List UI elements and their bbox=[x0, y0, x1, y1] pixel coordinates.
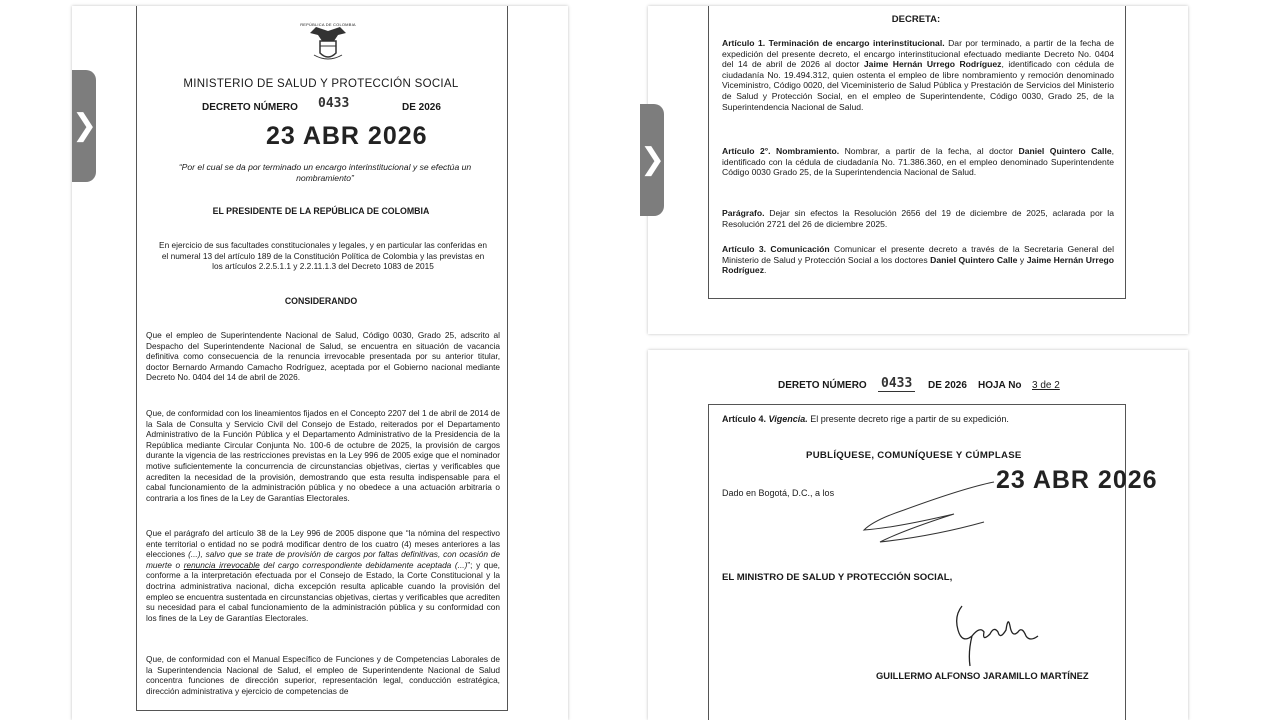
article-4 bbox=[722, 414, 1009, 424]
article-3-name-1: Daniel Quintero Calle bbox=[930, 254, 1018, 265]
condor-shield-icon bbox=[308, 27, 348, 63]
minister-signature bbox=[944, 596, 1054, 672]
considerando-heading: CONSIDERANDO bbox=[284, 296, 358, 306]
publiquese-heading: PUBLÍQUESE, COMUNÍQUESE Y CÚMPLASE bbox=[806, 450, 1022, 461]
article-3-text: Comunicar el presente decreto a través de la Secretaria General del Ministerio de Salud y Protección Social a los doctores bbox=[722, 244, 1114, 265]
decree-label: DECRETO NÚMERO bbox=[202, 102, 298, 113]
paragraph-text: Dejar sin efectos la Resolución 2656 del 19 de diciembre de 2025, aclarada por la Resolución 2721 del 26 de diciembre 2025. bbox=[722, 208, 1114, 229]
considerando-paragraph-3 bbox=[146, 528, 500, 623]
decree-subtitle: “Por el cual se da por terminado un encargo interinstitucional y se efectúa un nombramiento” bbox=[178, 162, 472, 183]
ministry-title: MINISTERIO DE SALUD Y PROTECCIÓN SOCIAL bbox=[183, 78, 459, 90]
decree-number-line bbox=[202, 96, 502, 113]
decree-page-1 bbox=[72, 6, 568, 720]
chevron-right-icon: ❯ bbox=[72, 108, 98, 143]
decree-page-2 bbox=[648, 6, 1188, 334]
para3-quote-start: Que el parágrafo del artículo 38 de la Ley 996 de 2005 dispone que “la nómina del respectivo ente territorial o entidad no se podrá modificar dentro de los cuatro (4) meses anteriores a las elecciones bbox=[146, 528, 500, 560]
header-label: DERETO NÚMERO bbox=[778, 380, 867, 391]
considerando-paragraph-2: Que, de conformidad con los lineamientos fijados en el Concepto 2207 del 1 de abril de 2014 de la Sala de Consulta y Servicio Civil del Consejo de Estado, reiterados por el Departamento Administrativo de la Función Pública y el Departamento Administrativo de la Presidencia de la República mediante Circular Conjunta No. 100-6 de octubre de 2025, la provisión de cargos durante la vigencia de las restricciones previstas en la Ley 996 de 2005 exige que el nominador motive suficientemente la concurrencia de circunstancias objetivas, ciertas y verificables que acrediten la necesidad de la provisión, demostrando que esta resulta indispensable para el cabal funcionamiento de la administración pública y no obedece a una actuación arbitraria o contraria a los fines de la Ley de Garantías Electorales. bbox=[146, 408, 500, 503]
next-page-tab[interactable] bbox=[640, 104, 664, 216]
article-1-title: Artículo 1. Terminación de encargo interinstitucional. bbox=[722, 38, 945, 48]
header-page-value: 3 de 2 bbox=[1032, 380, 1060, 391]
considerando-paragraph-1: Que el empleo de Superintendente Nacional de Salud, Código 0030, Grado 25, adscrito al Despacho del Superintendente Nacional de Salud, se encuentra en situación de vacancia definitiva como consecuencia de la renuncia irrevocable presentada por su anterior titular, doctor Bernardo Armando Camacho Rodríguez, aceptada por el Gobierno nacional mediante Decreto No. 0404 del 14 de abril de 2026. bbox=[146, 330, 500, 383]
chevron-right-icon: ❯ bbox=[640, 142, 666, 177]
article-3-title: Artículo 3. Comunicación bbox=[722, 244, 830, 254]
article-2 bbox=[722, 146, 1114, 178]
article-1-name: Jaime Hernán Urrego Rodríguez bbox=[863, 59, 1002, 70]
coat-of-arms-emblem bbox=[300, 22, 356, 68]
article-1-text-end: , identificado con cédula de ciudadanía No. 19.494.312, quien ostenta el empleo de libre nombramiento y remoción denominado Viceministro, Código 0020, del Viceministerio de Salud Pública y Prestación de Servicios del Ministerio de Salud y Protección Social, en el empleo de Superintendente, Código 0030, Grado 25, de la Superintendencia Nacional de Salud. bbox=[722, 59, 1114, 112]
decree-year: DE 2026 bbox=[402, 102, 441, 113]
article-3-name-2: Jaime Hernán Urrego Rodríguez bbox=[722, 254, 1114, 276]
header-number: 0433 bbox=[878, 376, 915, 392]
article-2-name: Daniel Quintero Calle bbox=[1018, 146, 1112, 156]
powers-paragraph: En ejercicio de sus facultades constitucionales y legales, y en particular las conferidas en el numeral 13 del artículo 189 de la Constitución Política de Colombia y las previstas en los artículos 2.2.5.1.1 y 2.2.11.1.3 del Decreto 1083 de 2015 bbox=[159, 240, 487, 272]
decree-page-3 bbox=[648, 350, 1188, 720]
previous-page-tab[interactable] bbox=[72, 70, 96, 182]
para3-rest: ”; y que, conforme a la interpretación efectuada por el Consejo de Estado, la Corte Constitucional y la doctrina administrativa nacional, dicha excepción resulta aplicable cuando la provisión del empleo se encuentra sustentada en circunstancias objetivas, ciertas y verificables que acrediten su necesidad para el cabal funcionamiento de la administración pública y su conformidad con los fines de la Ley de Garantías Electorales. bbox=[146, 559, 500, 623]
article-3-and: y bbox=[1017, 254, 1027, 265]
article-1 bbox=[722, 38, 1114, 112]
article-2-text-end: , identificado con la cédula de ciudadanía No. 71.386.360, en el empleo denominado Superintendente Código 0030 Grado 25, de la Superintendencia Nacional de Salud. bbox=[722, 146, 1115, 178]
article-2-title: Artículo 2°. Nombramiento. bbox=[722, 146, 840, 156]
header-year: DE 2026 bbox=[928, 380, 967, 391]
date-stamp-3: 23 ABR 2026 bbox=[996, 466, 1158, 494]
emblem-caption: REPÚBLICA DE COLOMBIA bbox=[300, 22, 356, 27]
article-2-text: Nombrar, a partir de la fecha, al doctor bbox=[839, 146, 1019, 156]
president-signature bbox=[844, 470, 1024, 550]
article-1-text: Dar por terminado, a partir de la fecha de expedición del presente decreto, el encargo interinstitucional efectuado mediante Decreto No. 0404 del 14 de abril de 2026 al doctor bbox=[722, 38, 1115, 70]
date-stamp: 23 ABR 2026 bbox=[266, 122, 428, 150]
para3-italic: (...), salvo que se trate de provisión de cargos por faltas definitivas, con ocasión de muerte o bbox=[146, 549, 501, 570]
article-3 bbox=[722, 244, 1114, 276]
page-3-header bbox=[778, 376, 1158, 391]
decreta-heading: DECRETA: bbox=[891, 14, 941, 25]
article-4-vigencia: Vigencia. bbox=[768, 414, 808, 424]
para3-italic-end: del cargo correspondiente debidamente aceptada (...) bbox=[259, 559, 468, 570]
article-4-title: Artículo 4. bbox=[722, 414, 767, 424]
article-4-text: El presente decreto rige a partir de su expedición. bbox=[807, 414, 1009, 424]
issued-place: Dado en Bogotá, D.C., a los bbox=[722, 488, 835, 498]
decree-number: 0433 bbox=[318, 96, 350, 111]
considerando-paragraph-4: Que, de conformidad con el Manual Específico de Funciones y de Competencias Laborales de la Superintendencia Nacional de Salud, el empleo de Superintendente Nacional de Salud concentra funciones de dirección superior, representación legal, conducción estratégica, dirección administrativa y ejercicio de competencias de bbox=[146, 654, 500, 696]
paragraph-clause bbox=[722, 208, 1114, 229]
minister-title: EL MINISTRO DE SALUD Y PROTECCIÓN SOCIAL, bbox=[722, 572, 953, 583]
article-3-end: . bbox=[764, 265, 767, 276]
president-heading: EL PRESIDENTE DE LA REPÚBLICA DE COLOMBIA bbox=[212, 206, 430, 216]
minister-name: GUILLERMO ALFONSO JARAMILLO MARTÍNEZ bbox=[876, 670, 1089, 681]
para3-underlined: renuncia irrevocable bbox=[183, 559, 260, 570]
header-page-label: HOJA No bbox=[978, 380, 1022, 391]
paragraph-title: Parágrafo. bbox=[722, 208, 765, 218]
